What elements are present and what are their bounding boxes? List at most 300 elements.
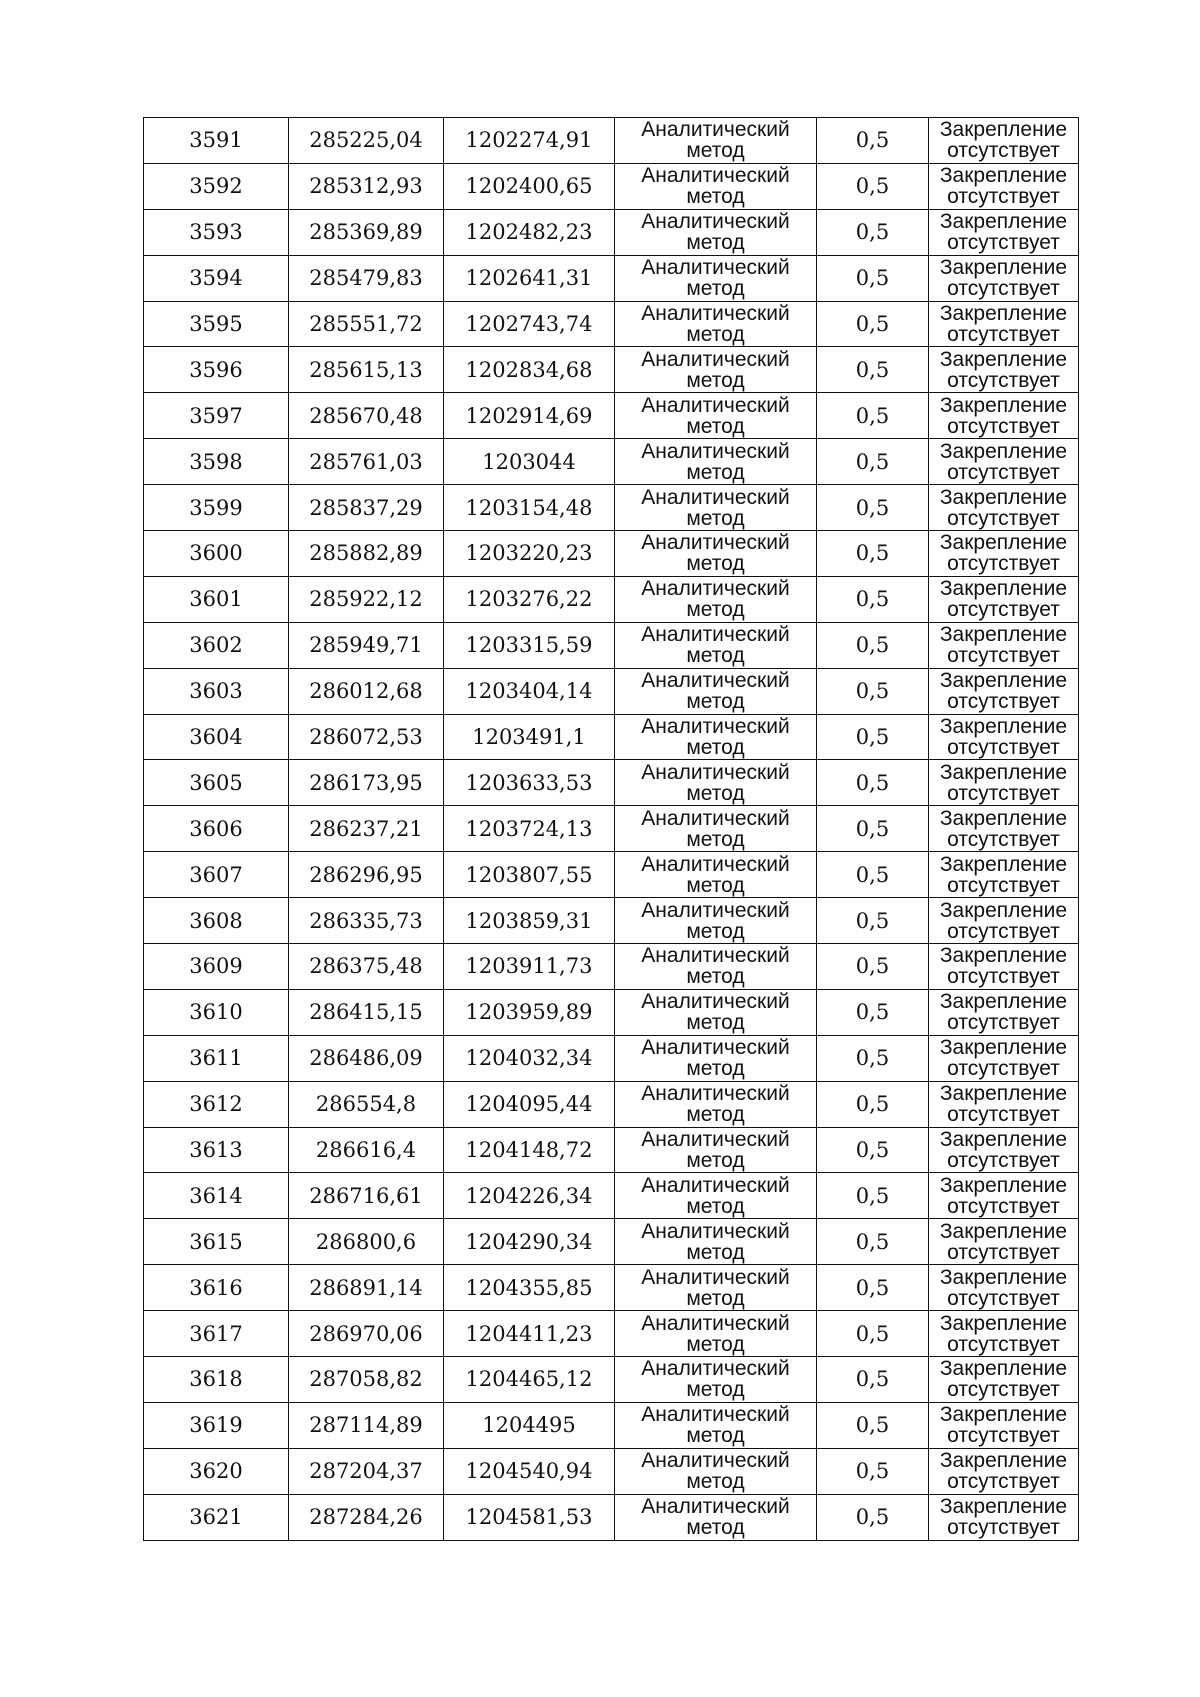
x-coordinate-cell: 286012,68 [289, 668, 444, 714]
accuracy-cell: 0,5 [817, 1448, 929, 1494]
fixing-cell [929, 576, 1079, 622]
point-number-cell: 3617 [144, 1311, 289, 1357]
fixing-cell-line-2: отсутствует [947, 1103, 1060, 1127]
fixing-cell [929, 1311, 1079, 1357]
method-cell-line-1: Аналитический [641, 1128, 790, 1152]
accuracy-cell: 0,5 [817, 852, 929, 898]
method-cell-line-2: метод [686, 919, 745, 943]
table-row [144, 1311, 1079, 1357]
y-coordinate-cell: 1204290,34 [444, 1219, 615, 1265]
method-cell-line-2: метод [686, 1194, 745, 1218]
table-row [144, 622, 1079, 668]
x-coordinate-cell: 286415,15 [289, 989, 444, 1035]
method-cell-line-1: Аналитический [641, 990, 790, 1014]
y-coordinate-cell: 1202743,74 [444, 301, 615, 347]
method-cell-line-1: Аналитический [641, 806, 790, 830]
fixing-cell-line-2: отсутствует [947, 919, 1060, 943]
method-cell-line-1: Аналитический [641, 1173, 790, 1197]
fixing-cell-line-2: отсутствует [947, 1240, 1060, 1264]
x-coordinate-cell: 285922,12 [289, 576, 444, 622]
method-cell [615, 485, 817, 531]
x-coordinate-cell: 286800,6 [289, 1219, 444, 1265]
fixing-cell-line-2: отсутствует [947, 460, 1060, 484]
table-row [144, 347, 1079, 393]
table-row [144, 1173, 1079, 1219]
point-number-cell: 3606 [144, 806, 289, 852]
fixing-cell [929, 668, 1079, 714]
point-number-cell: 3609 [144, 944, 289, 990]
y-coordinate-cell: 1204355,85 [444, 1265, 615, 1311]
fixing-cell-line-2: отсутствует [947, 323, 1060, 346]
point-number-cell: 3596 [144, 347, 289, 393]
x-coordinate-cell: 287114,89 [289, 1402, 444, 1448]
y-coordinate-cell: 1203491,1 [444, 714, 615, 760]
table-row [144, 531, 1079, 577]
point-number-cell: 3593 [144, 209, 289, 255]
point-number-cell: 3591 [144, 118, 289, 164]
method-cell-line-2: метод [686, 598, 745, 622]
fixing-cell [929, 714, 1079, 760]
x-coordinate-cell: 285225,04 [289, 118, 444, 164]
method-cell [615, 668, 817, 714]
table-row [144, 485, 1079, 531]
point-number-cell: 3614 [144, 1173, 289, 1219]
y-coordinate-cell: 1204148,72 [444, 1127, 615, 1173]
fixing-cell-line-1: Закрепление [939, 669, 1068, 693]
fixing-cell-line-1: Закрепление [939, 990, 1068, 1014]
accuracy-cell: 0,5 [817, 944, 929, 990]
fixing-cell-line-1: Закрепление [939, 1311, 1068, 1335]
fixing-cell-line-1: Закрепление [939, 256, 1068, 280]
x-coordinate-cell: 287204,37 [289, 1448, 444, 1494]
y-coordinate-cell: 1203220,23 [444, 531, 615, 577]
point-number-cell: 3620 [144, 1448, 289, 1494]
point-number-cell: 3618 [144, 1357, 289, 1403]
point-number-cell: 3598 [144, 439, 289, 485]
method-cell [615, 1035, 817, 1081]
method-cell-line-2: метод [686, 1470, 745, 1494]
table-row [144, 989, 1079, 1035]
fixing-cell [929, 1448, 1079, 1494]
table-row [144, 576, 1079, 622]
point-number-cell: 3602 [144, 622, 289, 668]
x-coordinate-cell: 286072,53 [289, 714, 444, 760]
method-cell-line-2: метод [686, 690, 745, 714]
method-cell [615, 439, 817, 485]
y-coordinate-cell: 1204540,94 [444, 1448, 615, 1494]
accuracy-cell: 0,5 [817, 393, 929, 439]
method-cell [615, 622, 817, 668]
x-coordinate-cell: 287284,26 [289, 1494, 444, 1540]
method-cell-line-2: метод [686, 323, 745, 346]
method-cell [615, 1448, 817, 1494]
method-cell-line-2: метод [686, 1286, 745, 1310]
y-coordinate-cell: 1202482,23 [444, 209, 615, 255]
fixing-cell [929, 301, 1079, 347]
y-coordinate-cell: 1203911,73 [444, 944, 615, 990]
method-cell [615, 301, 817, 347]
fixing-cell-line-1: Закрепление [939, 1036, 1068, 1060]
fixing-cell-line-2: отсутствует [947, 598, 1060, 622]
method-cell-line-2: метод [686, 231, 745, 255]
x-coordinate-cell: 286296,95 [289, 852, 444, 898]
fixing-cell-line-2: отсутствует [947, 1194, 1060, 1218]
fixing-cell-line-2: отсутствует [947, 781, 1060, 805]
fixing-cell-line-2: отсутствует [947, 368, 1060, 392]
x-coordinate-cell: 285615,13 [289, 347, 444, 393]
point-number-cell: 3592 [144, 163, 289, 209]
method-cell [615, 852, 817, 898]
point-number-cell: 3594 [144, 255, 289, 301]
fixing-cell-line-1: Закрепление [939, 623, 1068, 647]
fixing-cell-line-2: отсутствует [947, 1011, 1060, 1035]
y-coordinate-cell: 1202400,65 [444, 163, 615, 209]
fixing-cell [929, 898, 1079, 944]
method-cell [615, 806, 817, 852]
x-coordinate-cell: 285837,29 [289, 485, 444, 531]
x-coordinate-cell: 286335,73 [289, 898, 444, 944]
accuracy-cell: 0,5 [817, 439, 929, 485]
method-cell-line-2: метод [686, 139, 745, 163]
accuracy-cell: 0,5 [817, 714, 929, 760]
fixing-cell-line-1: Закрепление [939, 1173, 1068, 1197]
method-cell [615, 1357, 817, 1403]
accuracy-cell: 0,5 [817, 118, 929, 164]
point-number-cell: 3610 [144, 989, 289, 1035]
accuracy-cell: 0,5 [817, 209, 929, 255]
fixing-cell-line-1: Закрепление [939, 1128, 1068, 1152]
accuracy-cell: 0,5 [817, 347, 929, 393]
y-coordinate-cell: 1204495 [444, 1402, 615, 1448]
fixing-cell [929, 347, 1079, 393]
fixing-cell [929, 852, 1079, 898]
fixing-cell-line-2: отсутствует [947, 736, 1060, 760]
point-number-cell: 3608 [144, 898, 289, 944]
fixing-cell-line-1: Закрепление [939, 1265, 1068, 1289]
y-coordinate-cell: 1202641,31 [444, 255, 615, 301]
method-cell-line-1: Аналитический [641, 302, 790, 325]
x-coordinate-cell: 286237,21 [289, 806, 444, 852]
accuracy-cell: 0,5 [817, 622, 929, 668]
method-cell-line-2: метод [686, 414, 745, 438]
method-cell-line-2: метод [686, 1424, 745, 1448]
accuracy-cell: 0,5 [817, 1494, 929, 1540]
fixing-cell [929, 806, 1079, 852]
fixing-cell-line-1: Закрепление [939, 1495, 1068, 1519]
x-coordinate-cell: 285369,89 [289, 209, 444, 255]
y-coordinate-cell: 1203807,55 [444, 852, 615, 898]
y-coordinate-cell: 1203315,59 [444, 622, 615, 668]
fixing-cell [929, 163, 1079, 209]
method-cell-line-2: метод [686, 185, 745, 209]
fixing-cell-line-2: отсутствует [947, 1286, 1060, 1310]
y-coordinate-cell: 1204581,53 [444, 1494, 615, 1540]
table-row [144, 898, 1079, 944]
method-cell [615, 347, 817, 393]
method-cell [615, 944, 817, 990]
method-cell [615, 898, 817, 944]
table-row [144, 255, 1079, 301]
method-cell-line-1: Аналитический [641, 485, 790, 509]
method-cell-line-1: Аналитический [641, 669, 790, 693]
fixing-cell-line-2: отсутствует [947, 644, 1060, 668]
method-cell [615, 209, 817, 255]
x-coordinate-cell: 285882,89 [289, 531, 444, 577]
point-number-cell: 3619 [144, 1402, 289, 1448]
y-coordinate-cell: 1203724,13 [444, 806, 615, 852]
accuracy-cell: 0,5 [817, 1219, 929, 1265]
y-coordinate-cell: 1204411,23 [444, 1311, 615, 1357]
y-coordinate-cell: 1202914,69 [444, 393, 615, 439]
method-cell-line-1: Аналитический [641, 164, 790, 188]
method-cell-line-1: Аналитический [641, 1036, 790, 1060]
method-cell [615, 1311, 817, 1357]
table-row [144, 301, 1079, 347]
method-cell-line-2: метод [686, 736, 745, 760]
y-coordinate-cell: 1203276,22 [444, 576, 615, 622]
accuracy-cell: 0,5 [817, 1357, 929, 1403]
y-coordinate-cell: 1203404,14 [444, 668, 615, 714]
accuracy-cell: 0,5 [817, 1081, 929, 1127]
point-number-cell: 3611 [144, 1035, 289, 1081]
fixing-cell [929, 1402, 1079, 1448]
fixing-cell-line-2: отсутствует [947, 1470, 1060, 1494]
y-coordinate-cell: 1203044 [444, 439, 615, 485]
method-cell-line-1: Аналитический [641, 623, 790, 647]
fixing-cell-line-2: отсутствует [947, 231, 1060, 255]
table-body [144, 118, 1079, 1541]
fixing-cell [929, 1219, 1079, 1265]
method-cell [615, 531, 817, 577]
fixing-cell [929, 1127, 1079, 1173]
method-cell-line-2: метод [686, 277, 745, 301]
fixing-cell [929, 439, 1079, 485]
y-coordinate-cell: 1204095,44 [444, 1081, 615, 1127]
fixing-cell [929, 118, 1079, 164]
method-cell-line-2: метод [686, 1149, 745, 1173]
table-row [144, 1127, 1079, 1173]
method-cell-line-2: метод [686, 506, 745, 530]
fixing-cell-line-1: Закрепление [939, 898, 1068, 922]
accuracy-cell: 0,5 [817, 760, 929, 806]
method-cell-line-2: метод [686, 1332, 745, 1356]
fixing-cell-line-1: Закрепление [939, 347, 1068, 371]
method-cell [615, 1219, 817, 1265]
fixing-cell-line-1: Закрепление [939, 852, 1068, 876]
table-row [144, 1081, 1079, 1127]
method-cell [615, 393, 817, 439]
y-coordinate-cell: 1202834,68 [444, 347, 615, 393]
method-cell-line-2: метод [686, 552, 745, 576]
method-cell-line-1: Аналитический [641, 715, 790, 739]
fixing-cell [929, 393, 1079, 439]
y-coordinate-cell: 1204032,34 [444, 1035, 615, 1081]
y-coordinate-cell: 1203633,53 [444, 760, 615, 806]
fixing-cell [929, 944, 1079, 990]
method-cell-line-1: Аналитический [641, 1265, 790, 1289]
point-number-cell: 3597 [144, 393, 289, 439]
method-cell-line-1: Аналитический [641, 1219, 790, 1243]
fixing-cell [929, 1357, 1079, 1403]
method-cell [615, 255, 817, 301]
x-coordinate-cell: 286554,8 [289, 1081, 444, 1127]
table-row [144, 1448, 1079, 1494]
fixing-cell-line-1: Закрепление [939, 1403, 1068, 1427]
y-coordinate-cell: 1204465,12 [444, 1357, 615, 1403]
table-row [144, 393, 1079, 439]
method-cell-line-2: метод [686, 781, 745, 805]
method-cell [615, 714, 817, 760]
table-row [144, 1494, 1079, 1540]
method-cell-line-2: метод [686, 1057, 745, 1081]
fixing-cell-line-2: отсутствует [947, 873, 1060, 897]
point-number-cell: 3605 [144, 760, 289, 806]
accuracy-cell: 0,5 [817, 1311, 929, 1357]
method-cell-line-2: метод [686, 827, 745, 851]
method-cell [615, 1402, 817, 1448]
method-cell-line-1: Аналитический [641, 1403, 790, 1427]
method-cell-line-2: метод [686, 644, 745, 668]
method-cell-line-1: Аналитический [641, 1311, 790, 1335]
fixing-cell-line-2: отсутствует [947, 506, 1060, 530]
x-coordinate-cell: 286716,61 [289, 1173, 444, 1219]
point-number-cell: 3613 [144, 1127, 289, 1173]
method-cell-line-2: метод [686, 1011, 745, 1035]
fixing-cell [929, 1081, 1079, 1127]
x-coordinate-cell: 286486,09 [289, 1035, 444, 1081]
point-number-cell: 3603 [144, 668, 289, 714]
fixing-cell-line-1: Закрепление [939, 806, 1068, 830]
method-cell-line-2: метод [686, 1103, 745, 1127]
y-coordinate-cell: 1203859,31 [444, 898, 615, 944]
x-coordinate-cell: 285479,83 [289, 255, 444, 301]
table-row [144, 1402, 1079, 1448]
table-row [144, 1265, 1079, 1311]
x-coordinate-cell: 286375,48 [289, 944, 444, 990]
fixing-cell [929, 1173, 1079, 1219]
x-coordinate-cell: 286173,95 [289, 760, 444, 806]
fixing-cell-line-1: Закрепление [939, 531, 1068, 555]
accuracy-cell: 0,5 [817, 301, 929, 347]
fixing-cell-line-1: Закрепление [939, 439, 1068, 463]
method-cell-line-2: метод [686, 460, 745, 484]
fixing-cell [929, 622, 1079, 668]
table-row [144, 209, 1079, 255]
table-row [144, 1357, 1079, 1403]
method-cell [615, 118, 817, 164]
method-cell-line-1: Аналитический [641, 118, 790, 142]
fixing-cell-line-2: отсутствует [947, 1149, 1060, 1173]
method-cell [615, 989, 817, 1035]
y-coordinate-cell: 1204226,34 [444, 1173, 615, 1219]
accuracy-cell: 0,5 [817, 989, 929, 1035]
method-cell [615, 760, 817, 806]
x-coordinate-cell: 285312,93 [289, 163, 444, 209]
accuracy-cell: 0,5 [817, 1127, 929, 1173]
method-cell [615, 1494, 817, 1540]
fixing-cell-line-2: отсутствует [947, 827, 1060, 851]
table-row [144, 806, 1079, 852]
method-cell [615, 163, 817, 209]
point-number-cell: 3604 [144, 714, 289, 760]
method-cell [615, 1081, 817, 1127]
method-cell-line-1: Аналитический [641, 944, 790, 968]
fixing-cell-line-1: Закрепление [939, 577, 1068, 601]
method-cell-line-1: Аналитический [641, 898, 790, 922]
fixing-cell [929, 1035, 1079, 1081]
fixing-cell [929, 989, 1079, 1035]
y-coordinate-cell: 1203154,48 [444, 485, 615, 531]
table-row [144, 439, 1079, 485]
method-cell [615, 1173, 817, 1219]
fixing-cell-line-1: Закрепление [939, 118, 1068, 142]
fixing-cell-line-1: Закрепление [939, 715, 1068, 739]
fixing-cell-line-1: Закрепление [939, 164, 1068, 188]
method-cell-line-2: метод [686, 1240, 745, 1264]
method-cell-line-1: Аналитический [641, 531, 790, 555]
fixing-cell-line-2: отсутствует [947, 1057, 1060, 1081]
table-row [144, 1219, 1079, 1265]
fixing-cell [929, 255, 1079, 301]
accuracy-cell: 0,5 [817, 668, 929, 714]
fixing-cell [929, 485, 1079, 531]
table-row [144, 1035, 1079, 1081]
point-number-cell: 3621 [144, 1494, 289, 1540]
fixing-cell-line-1: Закрепление [939, 393, 1068, 417]
method-cell-line-1: Аналитический [641, 210, 790, 234]
x-coordinate-cell: 285949,71 [289, 622, 444, 668]
method-cell-line-1: Аналитический [641, 256, 790, 280]
point-number-cell: 3612 [144, 1081, 289, 1127]
fixing-cell-line-2: отсутствует [947, 139, 1060, 163]
x-coordinate-cell: 285670,48 [289, 393, 444, 439]
fixing-cell [929, 531, 1079, 577]
y-coordinate-cell: 1202274,91 [444, 118, 615, 164]
accuracy-cell: 0,5 [817, 1402, 929, 1448]
method-cell-line-1: Аналитический [641, 393, 790, 417]
fixing-cell-line-2: отсутствует [947, 185, 1060, 209]
method-cell-line-1: Аналитический [641, 1357, 790, 1381]
fixing-cell-line-2: отсутствует [947, 277, 1060, 301]
method-cell-line-1: Аналитический [641, 852, 790, 876]
x-coordinate-cell: 286970,06 [289, 1311, 444, 1357]
x-coordinate-cell: 285551,72 [289, 301, 444, 347]
point-number-cell: 3615 [144, 1219, 289, 1265]
fixing-cell-line-2: отсутствует [947, 690, 1060, 714]
accuracy-cell: 0,5 [817, 255, 929, 301]
accuracy-cell: 0,5 [817, 1035, 929, 1081]
table-row [144, 668, 1079, 714]
fixing-cell-line-1: Закрепление [939, 944, 1068, 968]
method-cell-line-2: метод [686, 1516, 745, 1540]
accuracy-cell: 0,5 [817, 576, 929, 622]
x-coordinate-cell: 286616,4 [289, 1127, 444, 1173]
table-row [144, 118, 1079, 164]
method-cell-line-1: Аналитический [641, 1449, 790, 1473]
fixing-cell-line-1: Закрепление [939, 302, 1068, 325]
fixing-cell-line-2: отсутствует [947, 414, 1060, 438]
method-cell [615, 1127, 817, 1173]
method-cell-line-2: метод [686, 965, 745, 989]
method-cell [615, 576, 817, 622]
method-cell-line-2: метод [686, 368, 745, 392]
table-row [144, 760, 1079, 806]
table-row [144, 852, 1079, 898]
fixing-cell [929, 760, 1079, 806]
fixing-cell [929, 1265, 1079, 1311]
fixing-cell-line-1: Закрепление [939, 485, 1068, 509]
fixing-cell-line-1: Закрепление [939, 1219, 1068, 1243]
